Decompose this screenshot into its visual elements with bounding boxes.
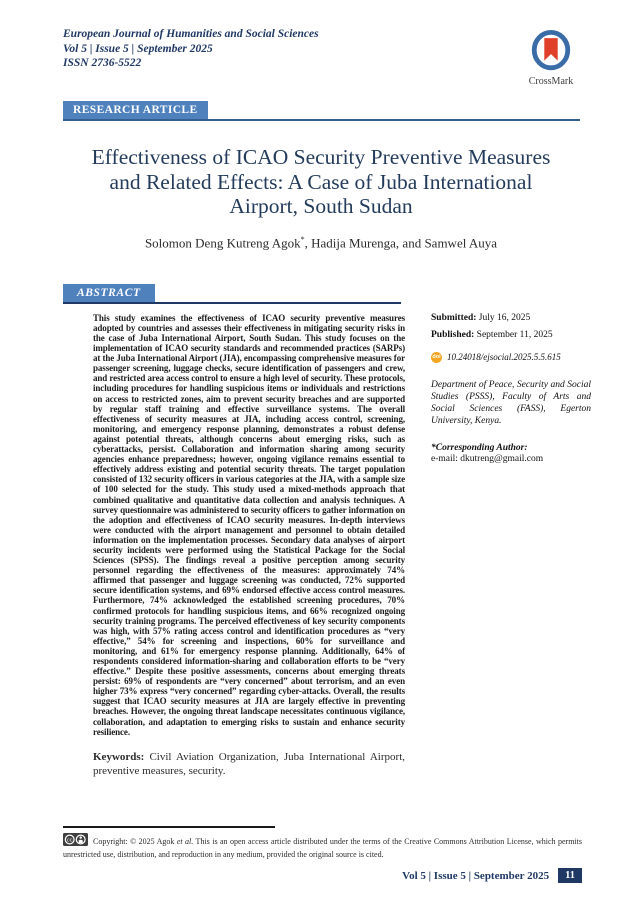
authors-line [0,235,642,251]
page-number-badge: 11 [558,868,582,883]
keywords-label: Keywords: [93,750,145,763]
footnote-rule [63,826,275,828]
doi-row [431,352,591,363]
authors-rest: , Hadija Murenga, and Samwel Auya [304,234,498,250]
abstract-head [63,283,401,304]
published-label: Published: [431,329,477,340]
keywords-line [93,750,405,778]
journal-issn: ISSN 2736-5522 [63,57,142,69]
published-date: September 11, 2025 [476,329,553,340]
author-asterisk: * [300,234,305,244]
article-info-sidebar [431,313,591,778]
page-header [0,0,642,87]
abstract-text: This study examines the effectiveness of ICAO security preventive measures adopted by countries and assesses their effectiveness in mitigating security risks in the case of Juba International Airport, South Sudan. This study focuses on the implementation of ICAO security standards and recommended practices (SARPs) at the Juba International Airport (JIA), encompassing comprehensive measures for passenger screening, luggage checks, secure identification of passengers and crew, and restricted area access control to ensure a high level of security. These protocols, including procedures for handling suspicious items or individuals and restrictions on access to restricted zones, aim to prevent security breaches and are supported by regular staff training and effective surveillance systems. The overall effectiveness of security measures at JIA, including access control, screening, monitoring, and emergency response planning, demonstrates a robust defense against potential threats, although concerns about emerging risks, such as cyberattacks, persist. Collaboration and information sharing among security agencies enhance preparedness; however, ongoing vigilance remains essential to effectively address existing and potential security threats. The target population consisted of 132 security officers in various categories at the JIA, with a sample size of 100 selected for the study. This study used a mixed-methods approach that combined qualitative and quantitative data collection and analysis techniques. A survey questionnaire was administered to security officers to gather information on the adoption and effectiveness of ICAO security measures. In-depth interviews were conducted with the airport management and personnel to obtain detailed information on the implementation processes. Secondary data analyses of airport security incidents were performed using the Statistical Package for the Social Sciences (SPSS). The findings reveal a positive perception among security personnel regarding the effectiveness of the measures: approximately 74% affirmed that passenger and luggage screening was conducted, 72% supported secure identification systems, and 69% endorsed effective access control measures. Furthermore, 74% acknowledged the established screening procedures, 70% confirmed protocols for handling suspicious items, and 66% recognized ongoing security training programs. The perceived effectiveness of key security components was high, with 57% rating access control and identification procedures as “very effective,” 54% for screening and inspections, 60% for surveillance and monitoring, and 61% for emergency response planning. Additionally, 64% of respondents considered information-sharing and collaboration efforts to be “very effective.” Despite these positive assessments, concerns about emerging threats persist: 69% of respondents are “very concerned” about terrorism, and an even higher 73% express “very concerned” regarding cyber-attacks. Overall, the results suggest that ICAO security measures at JIA are largely effective in preventing breaches. However, the ongoing threat landscape necessitates continuous vigilance, collaboration, and adaptation to emerging risks to sustain and enhance security resilience. [93,312,405,737]
abstract-badge: ABSTRACT [63,284,155,302]
svg-text:cc: cc [66,837,73,844]
cc-license-icon [63,833,88,847]
published-row [431,330,591,340]
footer-issue-line: Vol 5 | Issue 5 | September 2025 [402,869,550,882]
research-article-badge: RESEARCH ARTICLE [63,101,208,119]
copyright-part2: This is an open access article distributed under the terms of the Creative Commons Attribution License, which permits unrestricted use, distribution, and reproduction in any medium, provided the original source is cited. [63,837,582,859]
abstract-column [93,313,405,778]
submitted-label: Submitted: [431,312,479,323]
crossmark-icon [518,29,584,75]
affiliation-text: Department of Peace, Security and Social Studies (PSSS), Faculty of Arts and Social Sciences (FASS), Egerton University, Kenya. [431,379,591,426]
doi-link[interactable]: 10.24018/ejsocial.2025.5.5.615 [447,352,561,363]
corresponding-author-email[interactable]: e-mail: dkutreng@gmail.com [431,453,544,464]
page-title: Effectiveness of ICAO Security Preventive Measures and Related Effects: A Case of Juba International Airport, South Sudan [91,145,551,218]
crossmark-label: CrossMark [528,76,574,87]
copyright-et-al: et al. [176,837,194,846]
journal-meta [63,27,319,87]
keywords-text: Civil Aviation Organization, Juba International Airport, preventive measures, security. [93,750,405,777]
corresponding-block [431,443,591,464]
main-columns [63,313,642,778]
doi-icon: doi [431,352,442,363]
copyright-note [63,833,582,861]
footer-row [63,868,582,883]
journal-name: European Journal of Humanities and Social Sciences [63,28,319,40]
journal-issue-line: Vol 5 | Issue 5 | September 2025 [63,42,213,55]
corresponding-author-label: *Corresponding Author: [431,442,528,453]
author-name-first: Solomon Deng Kutreng Agok [144,234,301,250]
copyright-part1: Copyright: © 2025 Agok [93,837,177,846]
submitted-row [431,313,591,323]
crossmark-button[interactable] [518,29,584,87]
bottom-block [63,826,582,883]
badge-row [63,100,580,121]
submitted-date: July 16, 2025 [478,312,531,323]
